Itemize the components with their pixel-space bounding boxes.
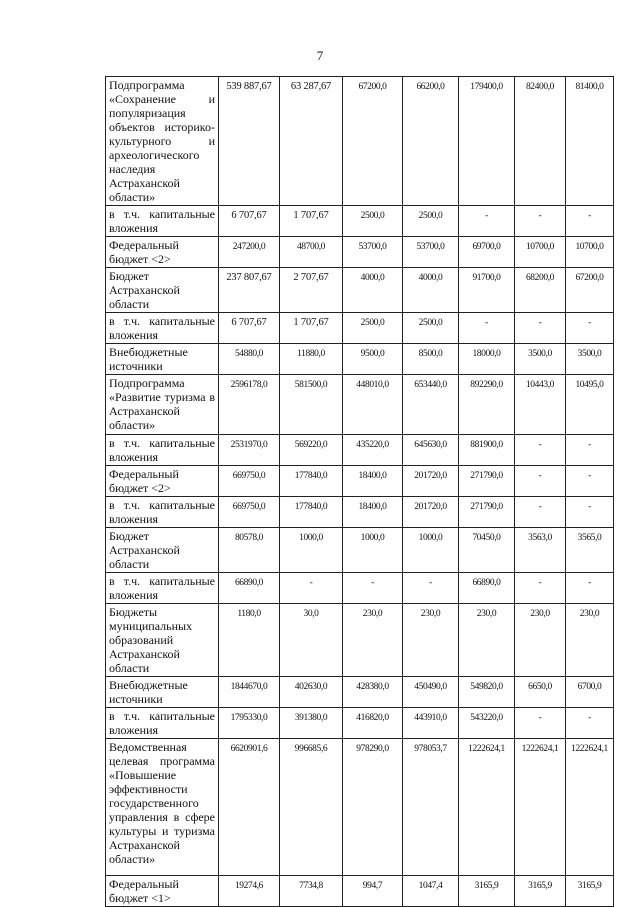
value-cell: 645630,0 bbox=[403, 435, 459, 466]
value-cell: 67200,0 bbox=[566, 268, 614, 313]
value-cell: - bbox=[515, 435, 566, 466]
value-cell: 1795330,0 bbox=[219, 708, 280, 739]
value-cell: 3165,9 bbox=[515, 876, 566, 907]
row-label: в т.ч. капитальные вложения bbox=[106, 573, 219, 604]
value-cell: 581500,0 bbox=[280, 375, 343, 435]
value-cell: 230,0 bbox=[343, 604, 403, 677]
value-cell: 81400,0 bbox=[566, 77, 614, 206]
value-cell: 271790,0 bbox=[459, 466, 515, 497]
value-cell: 82400,0 bbox=[515, 77, 566, 206]
value-cell: - bbox=[515, 313, 566, 344]
value-cell: 247200,0 bbox=[219, 237, 280, 268]
value-cell: 70450,0 bbox=[459, 528, 515, 573]
value-cell: 10495,0 bbox=[566, 375, 614, 435]
value-cell: - bbox=[566, 708, 614, 739]
value-cell: 10700,0 bbox=[566, 237, 614, 268]
row-label: в т.ч. капитальные вложения bbox=[106, 497, 219, 528]
value-cell: 4000,0 bbox=[343, 268, 403, 313]
table-row bbox=[106, 708, 614, 739]
value-cell: 1222624,1 bbox=[459, 739, 515, 876]
value-cell: 450490,0 bbox=[403, 677, 459, 708]
value-cell: - bbox=[566, 206, 614, 237]
row-label: Федеральный бюджет <2> bbox=[106, 466, 219, 497]
value-cell: - bbox=[566, 497, 614, 528]
row-label: в т.ч. капитальные вложения bbox=[106, 206, 219, 237]
value-cell: - bbox=[515, 497, 566, 528]
budget-table bbox=[105, 76, 614, 907]
row-label: Подпрограмма «Развитие туризма в Астраханской области» bbox=[106, 375, 219, 435]
value-cell: 53700,0 bbox=[403, 237, 459, 268]
table-body bbox=[106, 77, 614, 907]
row-label: Подпрограмма «Сохранение и популяризация объектов историко-культурного и археологического наследия Астраханской области» bbox=[106, 77, 219, 206]
value-cell: 237 807,67 bbox=[219, 268, 280, 313]
table-row bbox=[106, 604, 614, 677]
table-row bbox=[106, 528, 614, 573]
value-cell: 402630,0 bbox=[280, 677, 343, 708]
value-cell: 230,0 bbox=[515, 604, 566, 677]
value-cell: - bbox=[515, 466, 566, 497]
value-cell: 91700,0 bbox=[459, 268, 515, 313]
value-cell: 1222624,1 bbox=[566, 739, 614, 876]
value-cell: 1222624,1 bbox=[515, 739, 566, 876]
table-row bbox=[106, 466, 614, 497]
value-cell: 9500,0 bbox=[343, 344, 403, 375]
page-number: 7 bbox=[316, 48, 324, 63]
value-cell: - bbox=[280, 573, 343, 604]
value-cell: 3165,9 bbox=[459, 876, 515, 907]
value-cell: 435220,0 bbox=[343, 435, 403, 466]
value-cell: 3500,0 bbox=[515, 344, 566, 375]
table-row bbox=[106, 876, 614, 907]
value-cell: 1000,0 bbox=[403, 528, 459, 573]
value-cell: 669750,0 bbox=[219, 466, 280, 497]
value-cell: 201720,0 bbox=[403, 497, 459, 528]
table-row bbox=[106, 573, 614, 604]
row-label: Бюджет Астраханской области bbox=[106, 528, 219, 573]
value-cell: - bbox=[566, 466, 614, 497]
value-cell: 2500,0 bbox=[343, 206, 403, 237]
value-cell: 19274,6 bbox=[219, 876, 280, 907]
value-cell: 271790,0 bbox=[459, 497, 515, 528]
value-cell: 201720,0 bbox=[403, 466, 459, 497]
value-cell: 30,0 bbox=[280, 604, 343, 677]
value-cell: - bbox=[515, 206, 566, 237]
value-cell: 48700,0 bbox=[280, 237, 343, 268]
value-cell: 230,0 bbox=[403, 604, 459, 677]
value-cell: 569220,0 bbox=[280, 435, 343, 466]
value-cell: 978053,7 bbox=[403, 739, 459, 876]
value-cell: 6 707,67 bbox=[219, 206, 280, 237]
value-cell: 179400,0 bbox=[459, 77, 515, 206]
value-cell: - bbox=[566, 573, 614, 604]
value-cell: 2500,0 bbox=[403, 206, 459, 237]
value-cell: 80578,0 bbox=[219, 528, 280, 573]
value-cell: 653440,0 bbox=[403, 375, 459, 435]
value-cell: 177840,0 bbox=[280, 497, 343, 528]
value-cell: 543220,0 bbox=[459, 708, 515, 739]
value-cell: 994,7 bbox=[343, 876, 403, 907]
value-cell: 6 707,67 bbox=[219, 313, 280, 344]
value-cell: 66890,0 bbox=[459, 573, 515, 604]
value-cell: - bbox=[459, 313, 515, 344]
value-cell: - bbox=[515, 708, 566, 739]
value-cell: 978290,0 bbox=[343, 739, 403, 876]
table-row bbox=[106, 677, 614, 708]
value-cell: 3165,9 bbox=[566, 876, 614, 907]
value-cell: 3565,0 bbox=[566, 528, 614, 573]
value-cell: 2531970,0 bbox=[219, 435, 280, 466]
value-cell: 416820,0 bbox=[343, 708, 403, 739]
value-cell: 6620901,6 bbox=[219, 739, 280, 876]
row-label: Внебюджетные источники bbox=[106, 344, 219, 375]
table-row bbox=[106, 375, 614, 435]
table-row bbox=[106, 435, 614, 466]
row-label: в т.ч. капитальные вложения bbox=[106, 708, 219, 739]
value-cell: 6650,0 bbox=[515, 677, 566, 708]
value-cell: 63 287,67 bbox=[280, 77, 343, 206]
table-row bbox=[106, 206, 614, 237]
value-cell: 11880,0 bbox=[280, 344, 343, 375]
value-cell: 67200,0 bbox=[343, 77, 403, 206]
value-cell: 69700,0 bbox=[459, 237, 515, 268]
value-cell: 2 707,67 bbox=[280, 268, 343, 313]
table-row bbox=[106, 344, 614, 375]
value-cell: 428380,0 bbox=[343, 677, 403, 708]
value-cell: 1844670,0 bbox=[219, 677, 280, 708]
row-label: в т.ч. капитальные вложения bbox=[106, 313, 219, 344]
value-cell: 4000,0 bbox=[403, 268, 459, 313]
value-cell: 1 707,67 bbox=[280, 313, 343, 344]
value-cell: 18400,0 bbox=[343, 497, 403, 528]
value-cell: 18000,0 bbox=[459, 344, 515, 375]
table-row bbox=[106, 313, 614, 344]
value-cell: 3563,0 bbox=[515, 528, 566, 573]
value-cell: 996685,6 bbox=[280, 739, 343, 876]
value-cell: 177840,0 bbox=[280, 466, 343, 497]
value-cell: 2500,0 bbox=[403, 313, 459, 344]
value-cell: - bbox=[459, 206, 515, 237]
table-row bbox=[106, 237, 614, 268]
row-label: в т.ч. капитальные вложения bbox=[106, 435, 219, 466]
row-label: Бюджет Астраханской области bbox=[106, 268, 219, 313]
value-cell: 1000,0 bbox=[343, 528, 403, 573]
value-cell: 549820,0 bbox=[459, 677, 515, 708]
value-cell: 6700,0 bbox=[566, 677, 614, 708]
value-cell: - bbox=[515, 573, 566, 604]
value-cell: 539 887,67 bbox=[219, 77, 280, 206]
row-label: Внебюджетные источники bbox=[106, 677, 219, 708]
value-cell: 448010,0 bbox=[343, 375, 403, 435]
value-cell: 1 707,67 bbox=[280, 206, 343, 237]
value-cell: 2500,0 bbox=[343, 313, 403, 344]
value-cell: - bbox=[343, 573, 403, 604]
value-cell: 443910,0 bbox=[403, 708, 459, 739]
value-cell: 230,0 bbox=[459, 604, 515, 677]
value-cell: 66890,0 bbox=[219, 573, 280, 604]
row-label: Ведомственная целевая программа «Повышение эффективности государственного управления в сфере культуры и туризма Астраханской области» bbox=[106, 739, 219, 876]
value-cell: 669750,0 bbox=[219, 497, 280, 528]
value-cell: 10443,0 bbox=[515, 375, 566, 435]
table-row bbox=[106, 77, 614, 206]
value-cell: 3500,0 bbox=[566, 344, 614, 375]
value-cell: - bbox=[566, 435, 614, 466]
row-label: Бюджеты муниципальных образований Астраханской области bbox=[106, 604, 219, 677]
table-row bbox=[106, 739, 614, 876]
row-label: Федеральный бюджет <1> bbox=[106, 876, 219, 907]
value-cell: 18400,0 bbox=[343, 466, 403, 497]
value-cell: 10700,0 bbox=[515, 237, 566, 268]
value-cell: 53700,0 bbox=[343, 237, 403, 268]
row-label: Федеральный бюджет <2> bbox=[106, 237, 219, 268]
value-cell: 881900,0 bbox=[459, 435, 515, 466]
value-cell: 7734,8 bbox=[280, 876, 343, 907]
value-cell: - bbox=[566, 313, 614, 344]
value-cell: 8500,0 bbox=[403, 344, 459, 375]
value-cell: 391380,0 bbox=[280, 708, 343, 739]
value-cell: - bbox=[403, 573, 459, 604]
value-cell: 2596178,0 bbox=[219, 375, 280, 435]
value-cell: 1000,0 bbox=[280, 528, 343, 573]
value-cell: 892290,0 bbox=[459, 375, 515, 435]
value-cell: 230,0 bbox=[566, 604, 614, 677]
value-cell: 1047,4 bbox=[403, 876, 459, 907]
value-cell: 54880,0 bbox=[219, 344, 280, 375]
table-row bbox=[106, 268, 614, 313]
table-row bbox=[106, 497, 614, 528]
value-cell: 66200,0 bbox=[403, 77, 459, 206]
value-cell: 1180,0 bbox=[219, 604, 280, 677]
value-cell: 68200,0 bbox=[515, 268, 566, 313]
